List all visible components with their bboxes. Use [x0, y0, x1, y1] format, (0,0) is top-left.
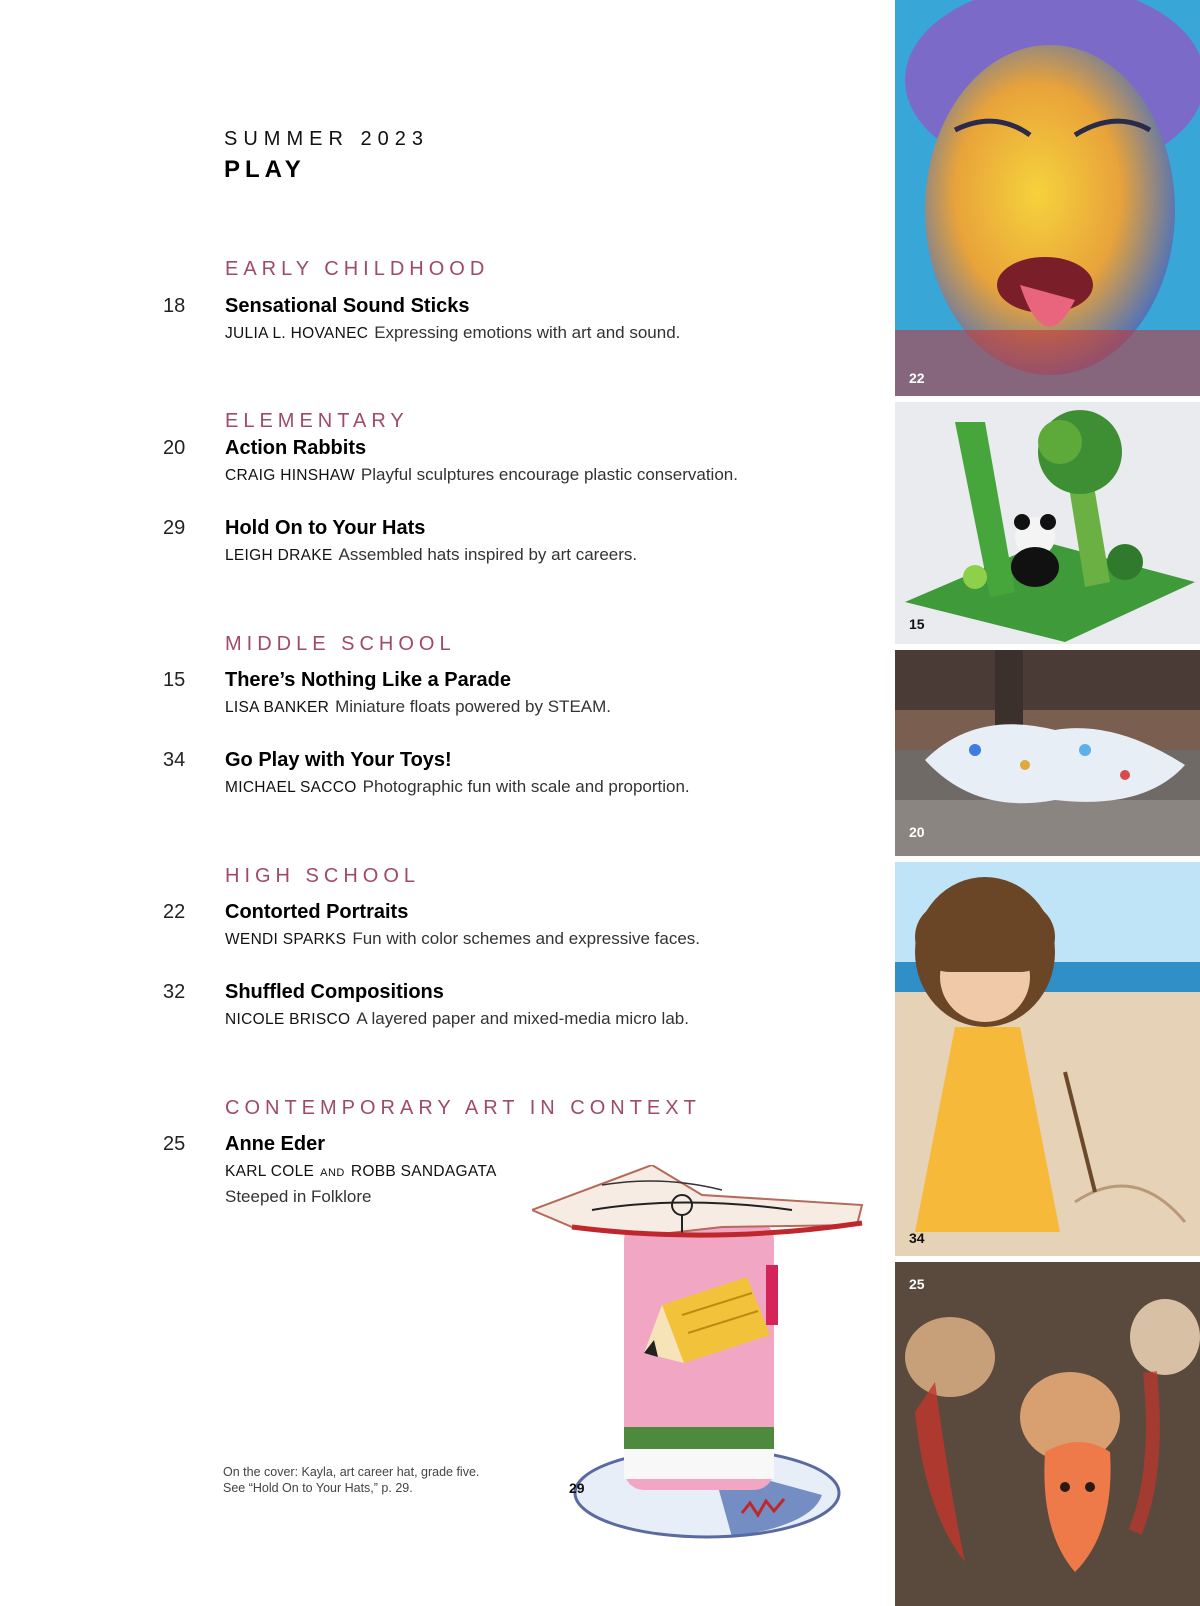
page-number: 32: [163, 981, 186, 1003]
article-author: WENDI SPARKS: [225, 931, 347, 948]
article-byline: [225, 465, 738, 485]
parade-float-photo: [895, 650, 1200, 856]
article-byline: [225, 777, 690, 797]
photo-page-caption: 29: [569, 1480, 585, 1496]
article-blurb: A layered paper and mixed-media micro lab.: [356, 1009, 689, 1028]
article-byline: [225, 323, 680, 343]
article-author: NICOLE BRISCO: [225, 1011, 351, 1028]
section-heading: HIGH SCHOOL: [225, 865, 421, 887]
article-blurb: Expressing emotions with art and sound.: [374, 323, 681, 342]
issue-label: SUMMER 2023: [224, 128, 429, 150]
article-byline: [225, 545, 637, 565]
article-blurb: Playful sculptures encourage plastic conservation.: [360, 465, 738, 484]
article-author-conjunction: AND: [320, 1167, 345, 1179]
article-author: JULIA L. HOVANEC: [225, 325, 369, 342]
article-byline: [225, 929, 700, 949]
article-byline: [225, 1009, 689, 1029]
article-blurb: Miniature floats powered by STEAM.: [335, 697, 612, 716]
article-blurb: Assembled hats inspired by art careers.: [338, 545, 638, 564]
section-heading: EARLY CHILDHOOD: [225, 258, 490, 280]
page-number: 15: [163, 669, 186, 691]
article-title[interactable]: Hold On to Your Hats: [225, 517, 426, 539]
doll-on-beach-photo: [895, 862, 1200, 1256]
photo-page-caption: 22: [909, 370, 925, 386]
panda-sculpture-photo: [895, 402, 1200, 644]
section-heading: CONTEMPORARY ART IN CONTEXT: [225, 1097, 701, 1119]
article-title[interactable]: Contorted Portraits: [225, 901, 409, 923]
contorted-portrait-photo: [895, 0, 1200, 396]
article-title[interactable]: Anne Eder: [225, 1133, 326, 1155]
page-number: 22: [163, 901, 186, 923]
page-number: 20: [163, 437, 186, 459]
page-number: 25: [163, 1133, 186, 1155]
section-heading: ELEMENTARY: [225, 410, 409, 432]
article-author: LEIGH DRAKE: [225, 547, 333, 564]
folklore-art-photo: [895, 1262, 1200, 1606]
photo-page-caption: 34: [909, 1230, 925, 1246]
page-number: 29: [163, 517, 186, 539]
article-author: ROBB SANDAGATA: [350, 1163, 497, 1180]
article-author: KARL COLE: [225, 1163, 315, 1180]
issue-theme: PLAY: [224, 156, 306, 183]
article-byline: [225, 1161, 503, 1181]
photo-page-caption: 25: [909, 1276, 925, 1292]
cover-note: On the cover: Kayla, art career hat, grade five. See “Hold On to Your Hats,” p. 29.: [223, 1465, 480, 1495]
page-number: 34: [163, 749, 186, 771]
page-number: 18: [163, 295, 186, 317]
article-author: LISA BANKER: [225, 699, 330, 716]
article-title[interactable]: Action Rabbits: [225, 437, 367, 459]
section-heading: MIDDLE SCHOOL: [225, 633, 456, 655]
article-title[interactable]: Sensational Sound Sticks: [225, 295, 470, 317]
article-blurb: Steeped in Folklore: [225, 1187, 372, 1206]
article-title[interactable]: Shuffled Compositions: [225, 981, 444, 1003]
article-author: CRAIG HINSHAW: [225, 467, 355, 484]
photo-page-caption: 15: [909, 616, 925, 632]
article-author: MICHAEL SACCO: [225, 779, 357, 796]
photo-page-caption: 20: [909, 824, 925, 840]
article-blurb: Photographic fun with scale and proportion.: [362, 777, 690, 796]
career-hat-photo: [532, 1165, 887, 1545]
article-blurb: Fun with color schemes and expressive faces.: [352, 929, 701, 948]
article-byline: [225, 697, 611, 717]
article-title[interactable]: Go Play with Your Toys!: [225, 749, 452, 771]
article-title[interactable]: There’s Nothing Like a Parade: [225, 669, 512, 691]
